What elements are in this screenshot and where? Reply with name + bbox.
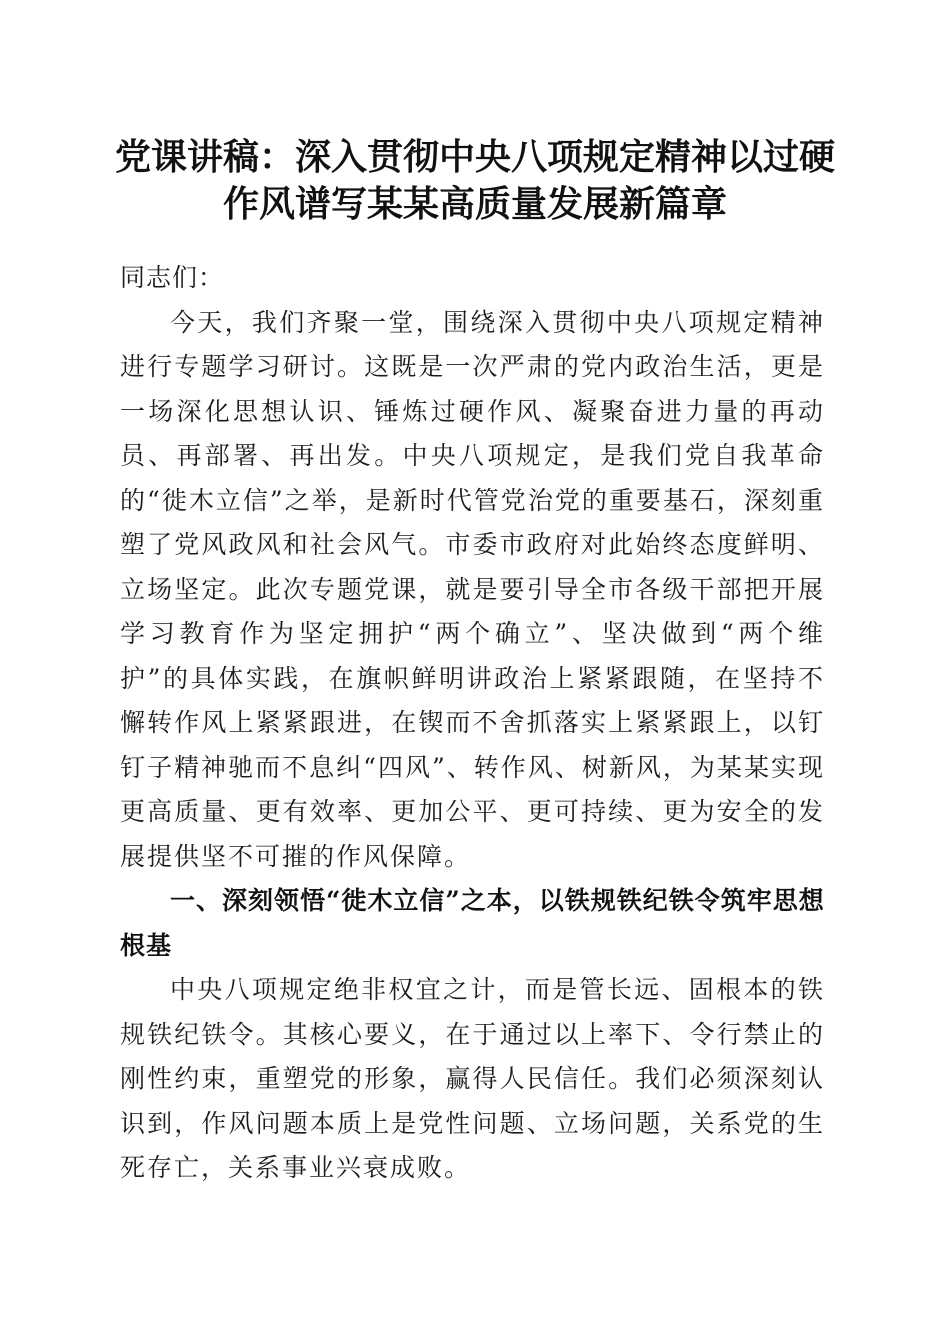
title-line-2: 作风谱写某某高质量发展新篇章 xyxy=(222,183,727,225)
paragraph-intro: 今天，我们齐聚一堂，围绕深入贯彻中央八项规定精神进行专题学习研讨。这既是一次严肃的党内政治生活，更是一场深化思想认识、锤炼过硬作风、凝聚奋进力量的再动员、再部署、再出发。中央八项规定，是我们党自我革命的“徙木立信”之举，是新时代管党治党的重要基石，深刻重塑了党风政风和社会风气。市委市政府对此始终态度鲜明、立场坚定。此次专题党课，就是要引导全市各级干部把开展学习教育作为坚定拥护“两个确立”、坚决做到“两个维护”的具体实践，在旗帜鲜明讲政治上紧紧跟随，在坚持不懈转作风上紧紧跟进，在锲而不舍抓落实上紧紧跟上，以钉钉子精神驰而不息纠“四风”、转作风、树新风，为某某实现更高质量、更有效率、更加公平、更可持续、更为安全的发展提供坚不可摧的作风保障。 xyxy=(120,307,825,871)
greeting: 同志们： xyxy=(120,263,225,292)
paragraph-section-1: 中央八项规定绝非权宜之计，而是管长远、固根本的铁规铁纪铁令。其核心要义，在于通过以上率下、令行禁止的刚性约束，重塑党的形象，赢得人民信任。我们必须深刻认识到，作风问题本质上是党性问题、立场问题，关系党的生死存亡，关系事业兴衰成败。 xyxy=(120,975,825,1182)
title-line-1: 党课讲稿：深入贯彻中央八项规定精神以过硬 xyxy=(114,136,835,178)
document-body xyxy=(120,256,825,1191)
document-title xyxy=(100,134,850,228)
section-heading-1: 一、深刻领悟“徙木立信”之本，以铁规铁纪铁令筑牢思想根基 xyxy=(120,886,825,960)
